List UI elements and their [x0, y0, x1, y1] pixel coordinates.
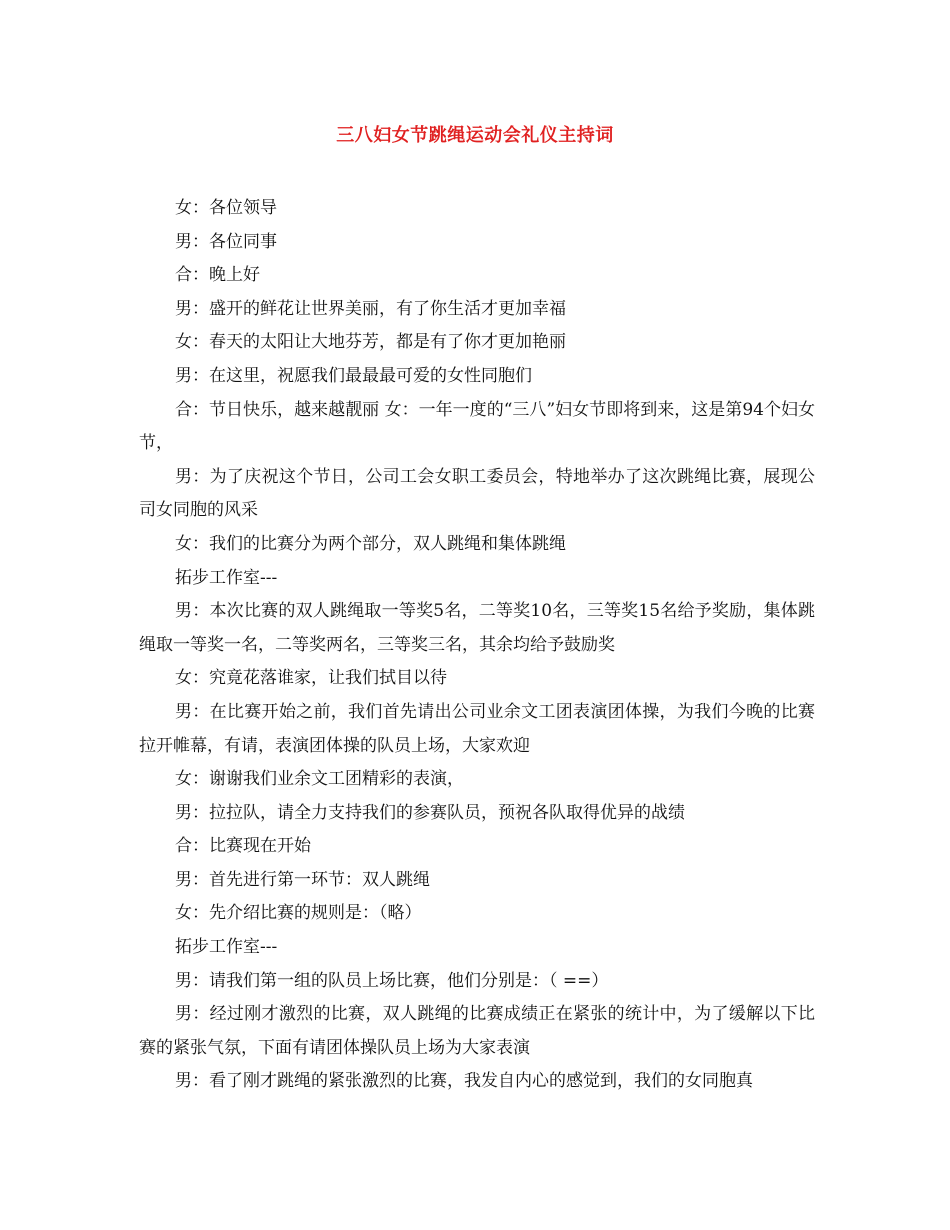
paragraph-5: 女：春天的太阳让大地芬芳，都是有了你才更加艳丽: [175, 332, 566, 353]
paragraph-1: 女：各位领导: [175, 198, 277, 218]
paragraph-9: 女：我们的比赛分为两个部分，双人跳绳和集体跳绳: [175, 533, 566, 554]
paragraph-7: 合：节日快乐，越来越靓丽 女：一年一度的“三八”妇女节即将到来，这是第94个妇女节，: [139, 399, 815, 454]
paragraph-13: 男：在比赛开始之前，我们首先请出公司业余文工团表演团体操，为我们今晚的比赛拉开帷幕，有请，表演团体操的队员上场，大家欢迎: [139, 701, 815, 756]
paragraph-12: 女：究竟花落谁家，让我们拭目以待: [175, 668, 447, 689]
paragraph-14: 女：谢谢我们业余文工团精彩的表演，: [175, 769, 464, 790]
paragraph-11: 男：本次比赛的双人跳绳取一等奖5名，二等奖10名，三等奖15名给予奖励，集体跳绳取一等奖一名，二等奖两名，三等奖三名，其余均给予鼓励奖: [139, 601, 815, 655]
paragraph-22: 男：看了刚才跳绳的紧张激烈的比赛，我发自内心的感觉到，我们的女同胞真: [175, 1071, 753, 1092]
paragraph-15: 男：拉拉队，请全力支持我们的参赛队员，预祝各队取得优异的战绩: [175, 802, 685, 823]
paragraph-16: 合：比赛现在开始: [175, 836, 311, 857]
document-title: 三八妇女节跳绳运动会礼仪主持词: [336, 125, 614, 146]
paragraph-10: 拓步工作室---: [175, 567, 278, 588]
paragraph-18: 女：先介绍比赛的规则是：（略）: [175, 903, 422, 924]
paragraph-8: 男：为了庆祝这个节日，公司工会女职工委员会，特地举办了这次跳绳比赛，展现公司女同胞的风采: [139, 466, 815, 521]
paragraph-6: 男：在这里，祝愿我们最最最可爱的女性同胞们: [175, 365, 532, 386]
paragraph-19: 拓步工作室---: [175, 937, 278, 958]
paragraph-21: 男：经过刚才激烈的比赛，双人跳绳的比赛成绩正在紧张的统计中，为了缓解以下比赛的紧张气氛，下面有请团体操队员上场为大家表演: [139, 1004, 815, 1058]
document-body: [139, 192, 815, 1099]
paragraph-4: 男：盛开的鲜花让世界美丽，有了你生活才更加幸福: [175, 298, 566, 319]
paragraph-17: 男：首先进行第一环节：双人跳绳: [175, 869, 430, 890]
paragraph-20: 男：请我们第一组的队员上场比赛，他们分别是：（ ==）: [175, 970, 609, 991]
paragraph-2: 男：各位同事: [175, 231, 277, 252]
paragraph-3: 合：晚上好: [175, 265, 260, 286]
